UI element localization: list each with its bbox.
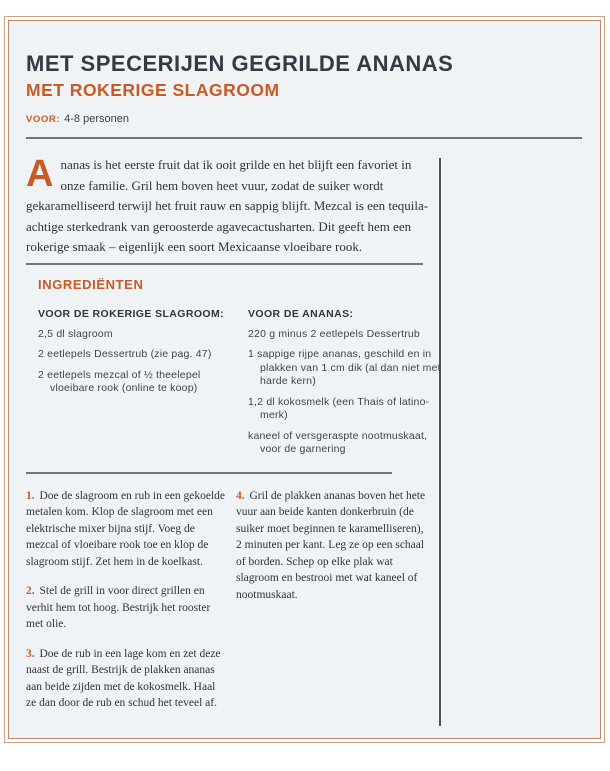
step-number: 4. — [236, 489, 245, 502]
horizontal-rule-ingredients-top — [26, 263, 423, 265]
step-number: 1. — [26, 489, 35, 502]
page-content — [9, 51, 600, 725]
step-number: 2. — [26, 585, 35, 597]
ingredient-item: 1,2 dl kokosmelk (een Thais of latino-merk) — [248, 395, 430, 421]
step-text: Doe de rub in een lage kom en zet deze naast de grill. Bestrijk de plakken ananas aan beide zijden met de kokosmelk. Haal ze dan door de rub en schud het teveel af. — [26, 647, 221, 709]
serves-value: 4-8 personen — [64, 113, 129, 125]
step-item — [26, 583, 228, 633]
step-number: 3. — [26, 647, 35, 660]
ingredient-item: 2 eetlepels Dessertrub (zie pag. 47) — [38, 348, 212, 360]
step-text: Stel de grill in voor direct grillen en verhit hem tot hoog. Bestrijk het rooster met olie. — [26, 585, 211, 630]
ingredients-heading: INGREDIËNTEN — [38, 276, 144, 292]
ingredients-column-ananas — [248, 307, 450, 464]
drop-cap: A — [26, 153, 54, 195]
ingredient-item: 220 g minus 2 eetlepels Dessertrub — [248, 327, 420, 340]
page-title: MET SPECERIJEN GEGRILDE ANANAS — [26, 51, 454, 76]
step-item — [236, 488, 432, 604]
horizontal-rule-ingredients-bottom — [26, 472, 392, 474]
ingredient-item: 2,5 dl slagroom — [38, 327, 113, 340]
serves-label: VOOR: — [26, 114, 61, 125]
ingredient-item: 1 sappige rijpe ananas, geschild en in plakken van 1 cm dik (al dan niet met harde kern) — [248, 348, 441, 387]
ingredients-columns — [38, 307, 582, 464]
steps-column-left — [26, 488, 228, 725]
intro-paragraph — [26, 155, 434, 258]
page-frame — [4, 16, 605, 743]
horizontal-rule-top — [26, 137, 582, 139]
ingredients-section — [26, 277, 582, 464]
step-text: Doe de slagroom en rub in een gekoelde metalen kom. Klop de slagroom met een elektrische mixer bijna stijf. Voeg de mezcal of vloeibare rook toe en klop de slagroom stijf. Zet hem in de koelkast. — [26, 489, 226, 568]
page-subtitle: MET ROKERIGE SLAGROOM — [26, 80, 280, 100]
ingredient-item: kaneel of versgeraspte nootmuskaat, voor de garnering — [248, 429, 428, 455]
ingredient-column-header: VOOR DE ROKERIGE SLAGROOM: — [38, 307, 224, 320]
step-item — [26, 488, 228, 571]
step-item — [26, 646, 228, 712]
ingredient-item: 2 eetlepels mezcal of ½ theelepel vloeibare rook (online te koop) — [38, 368, 201, 394]
recipe-page — [8, 20, 601, 739]
serves-row — [26, 113, 582, 125]
intro-text: nanas is het eerste fruit dat ik ooit grilde en het blijft een favoriet in onze familie. Gril hem boven heet vuur, zodat de suiker wordt gekaramelliseerd terwijl het fruit rauw en sappig blijft. Mezcal is een tequila-achtige sterkedrank van geroosterde agavecactusharten. Dit geeft hem een rokerige smaak – eigenlijk een soort Mexicaanse vloeibare rook. — [26, 157, 429, 254]
ingredients-column-slagroom — [38, 307, 236, 464]
steps-section — [26, 488, 582, 725]
step-text: Gril de plakken ananas boven het hete vuur aan beide kanten donkerbruin (de suiker moet beginnen te karamelliseren), 2 minuten per kant. Leg ze op een schaal of borden. Schep op elke plak wat slagroom en bestrooi met wat kaneel of nootmuskaat. — [236, 489, 426, 601]
ingredient-column-header: VOOR DE ANANAS: — [248, 307, 354, 320]
steps-column-right — [236, 488, 432, 725]
